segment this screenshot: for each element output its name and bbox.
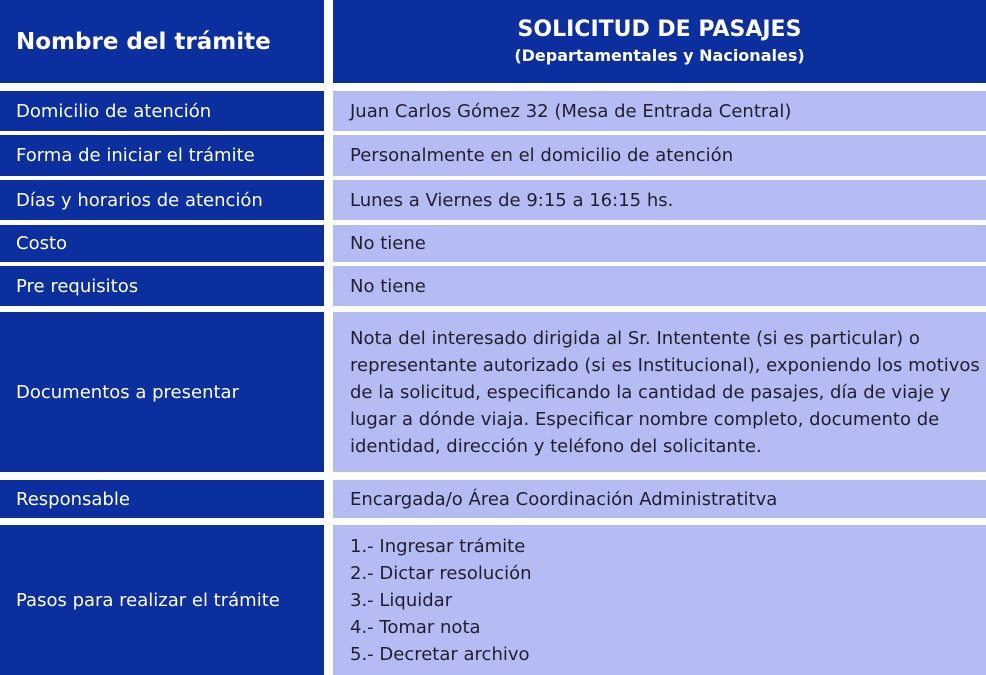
row-value-costo: No tiene (333, 225, 986, 262)
row-value-pre-requisitos: No tiene (333, 266, 986, 306)
row-label-documentos: Documentos a presentar (0, 312, 324, 472)
header-right (333, 0, 986, 83)
row-value-horarios: Lunes a Viernes de 9:15 a 16:15 hs. (333, 180, 986, 220)
row-label-pasos: Pasos para realizar el trámite (0, 525, 324, 675)
step-item: 3.- Liquidar (350, 589, 453, 611)
step-item: 5.- Decretar archivo (350, 643, 530, 665)
row-value-responsable: Encargada/o Área Coordinación Administratitva (333, 480, 986, 518)
row-value-pasos (333, 525, 986, 675)
steps-list (350, 533, 532, 668)
row-value-documentos (333, 312, 986, 472)
header-left-title: Nombre del trámite (0, 0, 324, 83)
row-value-forma-iniciar: Personalmente en el domicilio de atención (333, 135, 986, 176)
row-label-responsable: Responsable (0, 480, 324, 518)
row-label-forma-iniciar: Forma de iniciar el trámite (0, 135, 324, 176)
row-value-domicilio: Juan Carlos Gómez 32 (Mesa de Entrada Central) (333, 91, 986, 131)
procedure-subtitle: (Departamentales y Nacionales) (514, 45, 805, 65)
row-label-horarios: Días y horarios de atención (0, 180, 324, 220)
row-label-pre-requisitos: Pre requisitos (0, 266, 324, 306)
row-label-domicilio: Domicilio de atención (0, 91, 324, 131)
documentos-text: Nota del interesado dirigida al Sr. Intentente (si es particular) o representante autorizado (si es Institucional), exponiendo los motivos de la solicitud, especificando la cantidad de pasajes, día de viaje y lugar a dónde viaja. Especificar nombre completo, documento de identidad, dirección y teléfono del solicitante. (350, 327, 980, 457)
step-item: 4.- Tomar nota (350, 616, 481, 638)
step-item: 2.- Dictar resolución (350, 562, 532, 584)
step-item: 1.- Ingresar trámite (350, 535, 526, 557)
row-label-costo: Costo (0, 225, 324, 262)
procedure-title: SOLICITUD DE PASAJES (517, 16, 802, 42)
